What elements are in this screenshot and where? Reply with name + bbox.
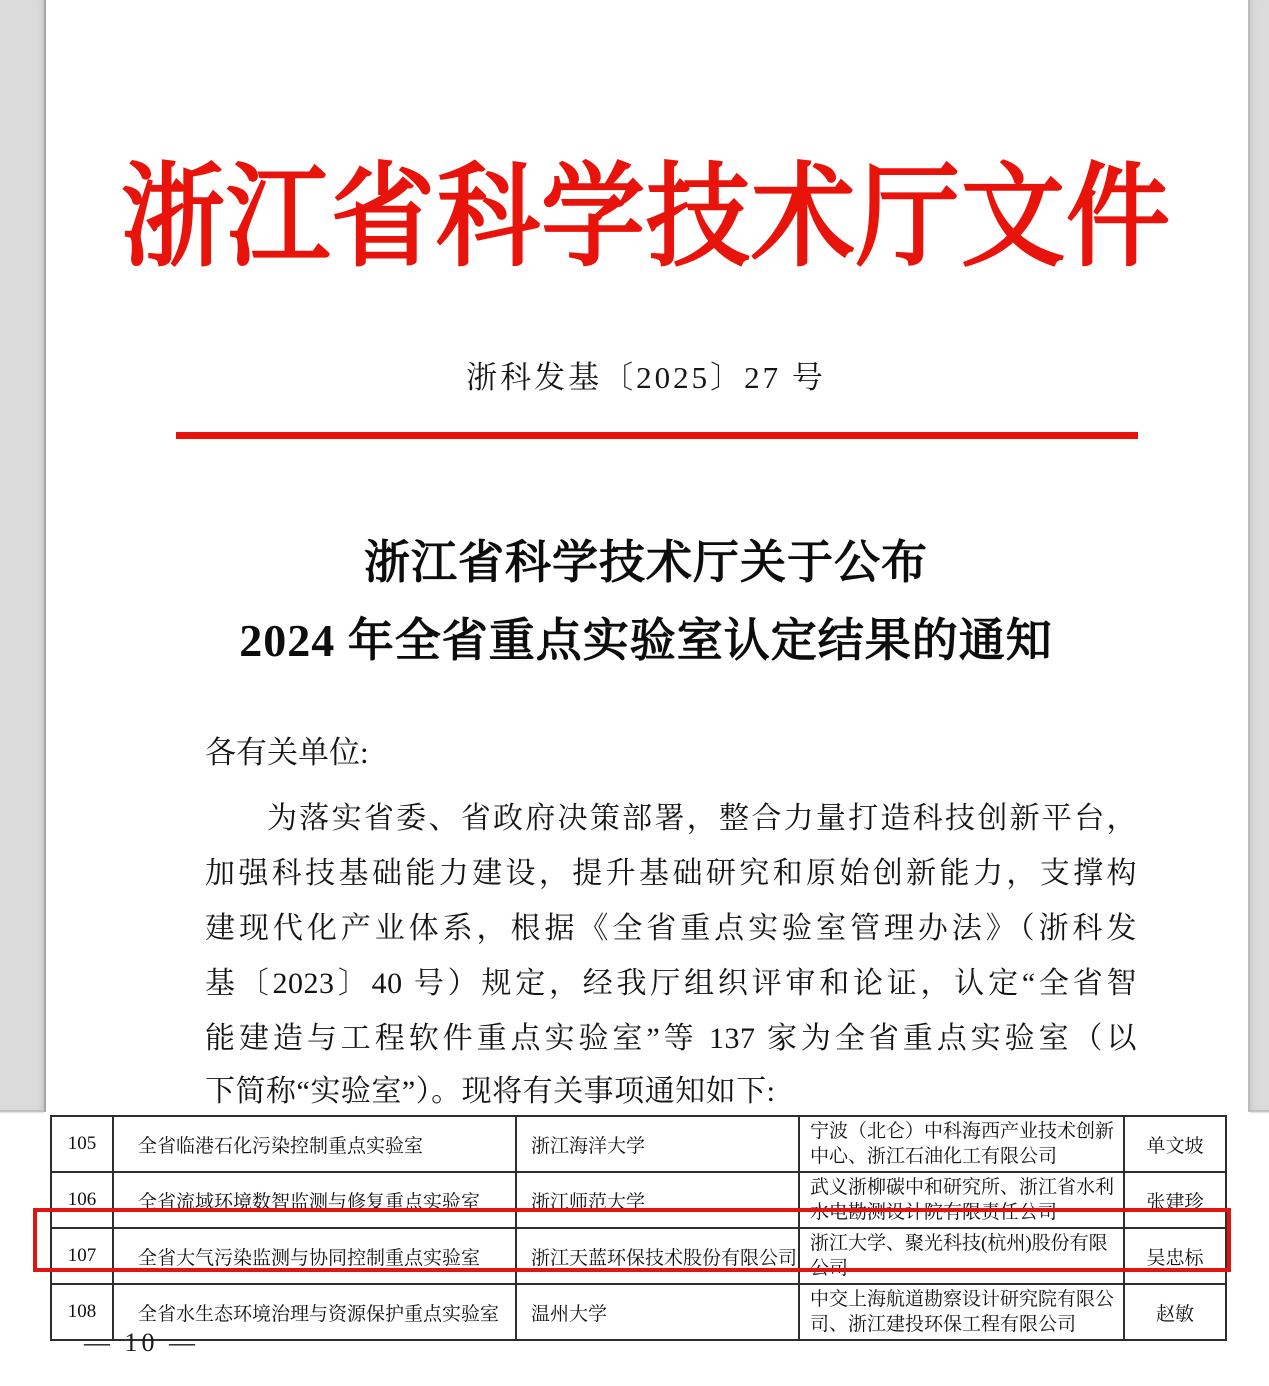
salutation: 各有关单位: [205,735,369,770]
labs-table [50,1115,1227,1341]
table-row [51,1172,1226,1228]
body-line-3: 建现代化产业体系，根据《全省重点实验室管理办法》（浙科发 [205,912,1137,945]
red-divider-rule [176,432,1138,439]
cell-lab-name: 全省流域环境数智监测与修复重点实验室 [113,1172,516,1228]
cell-partner-orgs: 浙江大学、聚光科技(杭州)股份有限公司 [799,1228,1124,1284]
cell-partner-orgs: 宁波（北仑）中科海西产业技术创新中心、浙江石油化工有限公司 [799,1116,1124,1172]
cell-institution: 温州大学 [516,1284,799,1340]
notice-title-line2: 2024 年全省重点实验室认定结果的通知 [239,615,1053,666]
table-row [51,1116,1226,1172]
body-line-4: 基〔2023〕40 号）规定，经我厅组织评审和论证，认定“全省智 [205,967,1137,1000]
cell-lab-name: 全省水生态环境治理与资源保护重点实验室 [113,1284,516,1340]
cell-director: 单文坡 [1124,1116,1226,1172]
cell-row-number: 108 [51,1284,113,1340]
cell-institution: 浙江海洋大学 [516,1116,799,1172]
body-line-2: 加强科技基础能力建设，提升基础研究和原始创新能力，支撑构 [205,857,1137,890]
body-line-1: 为落实省委、省政府决策部署，整合力量打造科技创新平台， [267,802,1137,835]
cell-director: 赵敏 [1124,1284,1226,1340]
cell-partner-orgs: 武义浙柳碳中和研究所、浙江省水利水电勘测设计院有限责任公司 [799,1172,1124,1228]
body-line-5: 能建造与工程软件重点实验室”等 137 家为全省重点实验室（以 [205,1022,1137,1055]
cell-institution: 浙江师范大学 [516,1172,799,1228]
table-row-highlighted [51,1228,1226,1284]
notice-title-line1: 浙江省科学技术厅关于公布 [364,537,928,588]
cell-director: 吴忠标 [1124,1228,1226,1284]
cell-director: 张建珍 [1124,1172,1226,1228]
cell-lab-name: 全省大气污染监测与协同控制重点实验室 [113,1228,516,1284]
cell-lab-name: 全省临港石化污染控制重点实验室 [113,1116,516,1172]
cell-row-number: 106 [51,1172,113,1228]
viewer-margin-left [0,0,46,1112]
cell-row-number: 107 [51,1228,113,1284]
page-number: — 10 — [84,1328,199,1357]
cell-institution: 浙江天蓝环保技术股份有限公司 [516,1228,799,1284]
document-number: 浙科发基〔2025〕27 号 [466,360,826,395]
agency-banner-title: 浙江省科学技术厅文件 [120,156,1171,281]
table-row [51,1284,1226,1340]
viewer-margin-right [1248,0,1269,1112]
body-line-6: 下简称“实验室”）。现将有关事项通知如下: [205,1075,776,1108]
cell-row-number: 105 [51,1116,113,1172]
cell-partner-orgs: 中交上海航道勘察设计研究院有限公司、浙江建投环保工程有限公司 [799,1284,1124,1340]
